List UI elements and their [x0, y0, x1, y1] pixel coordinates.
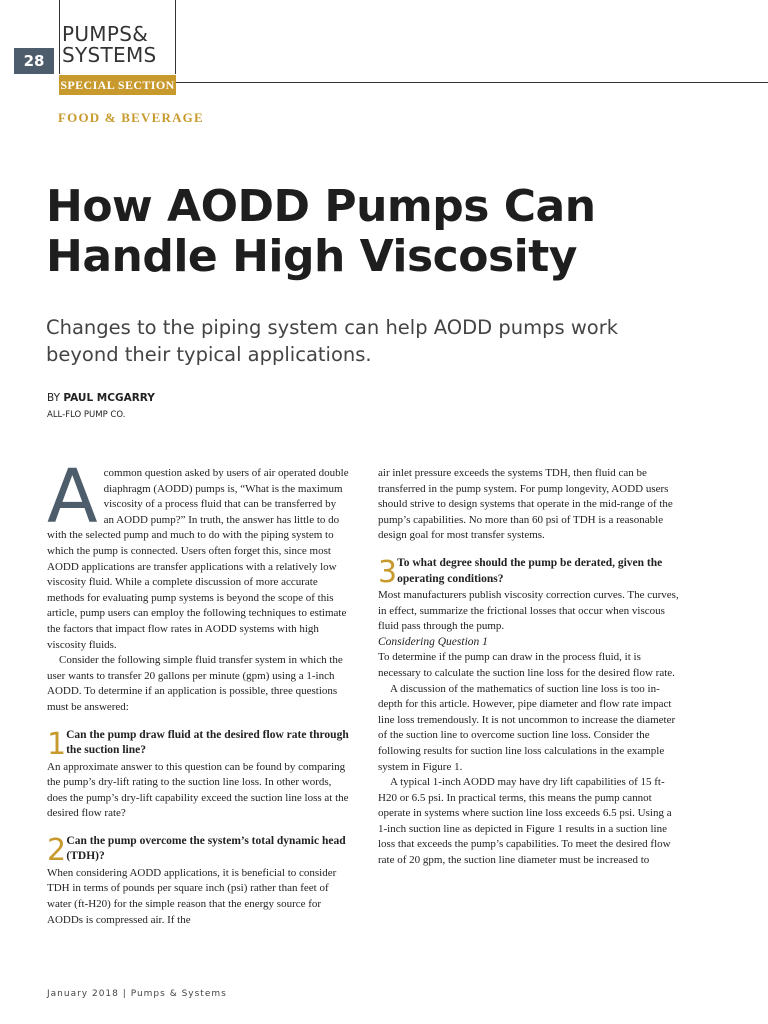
- question-1-heading: [47, 728, 349, 760]
- article-subhead: Changes to the piping system can help AODD pumps work beyond their typical applications.: [46, 316, 619, 366]
- publication-logo: [62, 24, 157, 66]
- special-section-badge: SPECIAL SECTION: [59, 75, 176, 95]
- question-2-number: 2: [47, 832, 67, 868]
- question-1-title: Can the pump draw fluid at the desired flow rate through the suction line?: [66, 728, 349, 757]
- considering-paragraph-2: A discussion of the mathematics of suction line loss is too in-depth for this article. However, pipe diameter and flow rate impact line loss tremendously. It is not uncommon to increase the diameter of the suction line to overcome suction line loss. Consider the following results for suction line loss calculations in the example system in Figure 1.: [378, 682, 676, 773]
- byline-prefix: BY: [47, 392, 61, 404]
- page-footer: [47, 989, 227, 999]
- intro-text: common question asked by users of air operated double diaphragm (AODD) pumps is, “What is the maximum viscosity of a process fluid that can be transferred by an AODD pump?” In truth, the answer has little to do with the selected pump and much to do with the piping system to which the pump is connected. Users often forget this, since most AODD applications are transfer applications with a relatively low viscosity fluid. While a complete discussion of more accurate methods for evaluating pump systems is beyond the scope of this article, pump users can employ the following techniques to estimate the factors that impact flow rates in AODD systems with high viscosity fluids.: [47, 467, 349, 651]
- drop-cap: A: [47, 454, 98, 540]
- question-2-heading: [47, 834, 349, 866]
- author-affiliation: ALL-FLO PUMP CO.: [47, 410, 126, 420]
- right-column: [378, 466, 680, 869]
- left-column: [47, 454, 349, 928]
- article-headline: How AODD Pumps Can Handle High Viscosity: [46, 181, 596, 282]
- question-3-number: 3: [378, 554, 398, 590]
- question-3-title: To what degree should the pump be derated, given the operating conditions?: [397, 556, 663, 585]
- footer-date: January 2018: [47, 989, 119, 999]
- question-1-body: An approximate answer to this question can be found by comparing the pump’s dry-lift rating to the suction line loss. In other words, does the pump’s dry-lift capability exceed the suction line loss at the desired flow rate?: [47, 760, 349, 820]
- right-paragraph-1: air inlet pressure exceeds the systems TDH, then fluid can be transferred in the pump system. For pump longevity, AODD users should strive to design systems that operate in the mid-range of the pump’s capabilities. No more than 60 psi of TDH is a reasonable design goal for most transfer systems.: [378, 467, 673, 542]
- page-number: 28: [14, 48, 54, 74]
- section-label: FOOD & BEVERAGE: [58, 110, 204, 125]
- footer-publication: Pumps & Systems: [130, 989, 227, 999]
- question-3-body: Most manufacturers publish viscosity correction curves. The curves, in effect, summarize the frictional losses that occur when viscous fluid pass through the pump.: [378, 588, 679, 633]
- masthead-horizontal-rule: [175, 82, 768, 83]
- intro-paragraph: [47, 454, 349, 653]
- paragraph-2: Consider the following simple fluid transfer system in which the user wants to transfer 20 gallons per minute (gpm) using a 1-inch AODD. To determine if an application is possible, three questions must be answered:: [47, 654, 343, 713]
- footer-separator: |: [122, 989, 127, 999]
- logo-line-1: PUMPS&: [62, 22, 149, 46]
- considering-paragraph-3: A typical 1-inch AODD may have dry lift capabilities of 15 ft-H20 or 6.5 psi. In practical terms, this means the pump cannot operate in systems where suction line loss exceeds 6.5 psi. Using a 1-inch suction line as depicted in Figure 1 results in a suction line loss that exceeds the pump’s capabilities. To meet the desired flow rate of 20 gpm, the suction line diameter must be increased to: [378, 776, 672, 867]
- masthead-left-rule: [59, 0, 60, 74]
- byline: [47, 392, 155, 404]
- considering-heading: Considering Question 1: [378, 635, 488, 648]
- considering-paragraph-1: To determine if the pump can draw in the process fluid, it is necessary to calculate the suction line loss for the desired flow rate.: [378, 651, 675, 679]
- question-2-body: When considering AODD applications, it is beneficial to consider TDH in terms of pounds per square inch (psi) rather than feet of water (ft-H20) for the simple reason that the energy source for AODDs is compressed air. If the: [47, 866, 337, 926]
- author-name: PAUL MCGARRY: [63, 392, 155, 404]
- question-1-number: 1: [47, 726, 67, 762]
- masthead-right-rule: [175, 0, 176, 74]
- question-2-title: Can the pump overcome the system’s total dynamic head (TDH)?: [66, 834, 346, 863]
- question-3-heading: [378, 556, 680, 588]
- logo-line-2: SYSTEMS: [62, 43, 157, 67]
